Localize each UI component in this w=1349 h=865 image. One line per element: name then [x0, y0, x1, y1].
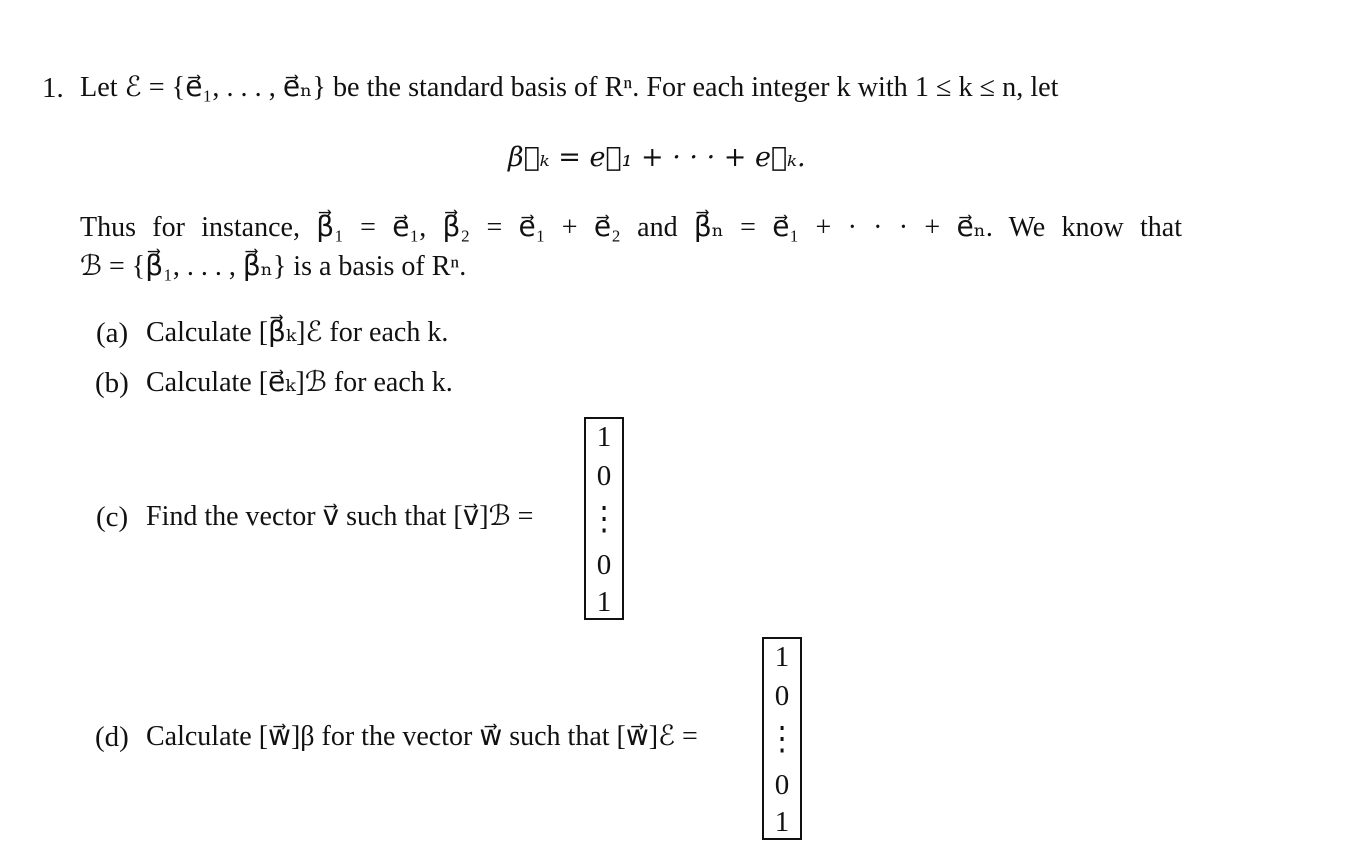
part-d-label: (d): [95, 721, 129, 753]
part-a-text: Calculate [β⃗ₖ]ℰ for each k.: [146, 317, 449, 348]
part-d-entry-1: 1: [774, 641, 790, 673]
part-a-label: (a): [96, 317, 129, 349]
part-d-entry-2: 0: [774, 680, 790, 712]
part-c-column-vector: [584, 417, 624, 620]
part-c-label: (c): [96, 501, 129, 533]
part-c-text: Find the vector v⃗ such that [v⃗]ℬ =: [146, 501, 534, 532]
instance-line-1: Thus for instance, β⃗₁ = e⃗₁, β⃗₂ = e⃗₁ + e⃗₂ and β⃗ₙ = e⃗₁ + · · · + e⃗ₙ. We know that: [80, 212, 1182, 243]
part-c-vdots: ⋮: [589, 500, 619, 538]
display-equation: β⃗ₖ = e⃗₁ + · · · + e⃗ₖ.: [508, 142, 806, 173]
part-d-entry-4: 0: [774, 769, 790, 801]
part-b-text: Calculate [e⃗ₖ]ℬ for each k.: [146, 367, 453, 398]
problem-intro: Let ℰ = {e⃗₁, . . . , e⃗ₙ} be the standard basis of Rⁿ. For each integer k with 1 ≤ k ≤ n, let: [80, 72, 1059, 103]
part-b-label: (b): [95, 367, 129, 399]
part-d-column-vector: [762, 637, 802, 840]
part-c-entry-1: 1: [596, 421, 612, 453]
part-c-entry-2: 0: [596, 460, 612, 492]
part-c-entry-4: 0: [596, 549, 612, 581]
instance-line-2: ℬ = {β⃗₁, . . . , β⃗ₙ} is a basis of Rⁿ.: [80, 251, 467, 282]
part-d-entry-5: 1: [774, 806, 790, 838]
part-d-vdots: ⋮: [767, 720, 797, 758]
part-d-text: Calculate [w⃗]β for the vector w⃗ such that [w⃗]ℰ =: [146, 721, 698, 752]
part-c-entry-5: 1: [596, 586, 612, 618]
problem-number: 1.: [42, 72, 64, 104]
